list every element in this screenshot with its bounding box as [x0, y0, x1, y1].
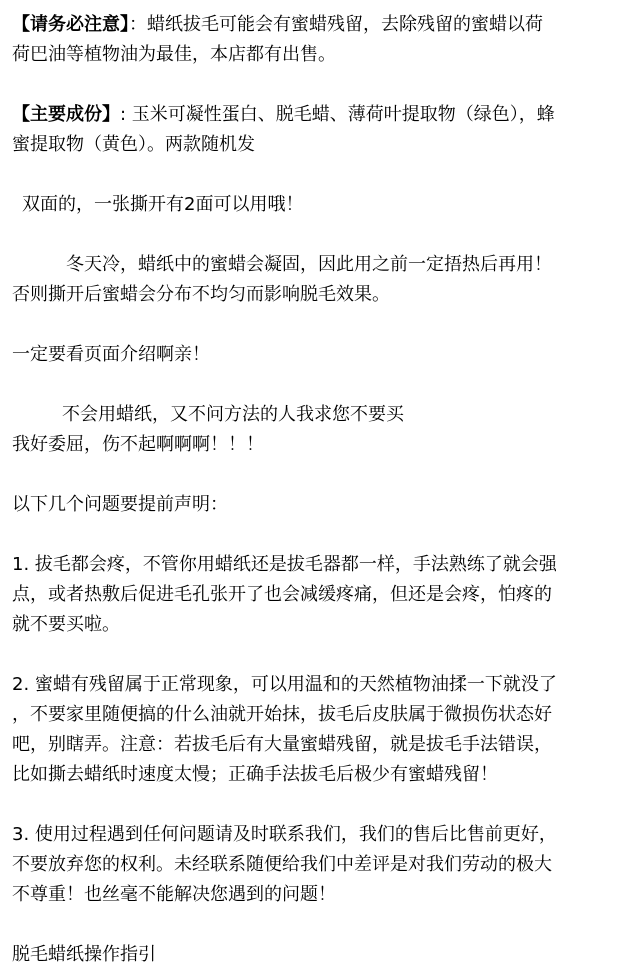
point-2-line-1: 2. 蜜蜡有残留属于正常现象，可以用温和的天然植物油揉一下就没了	[12, 674, 557, 695]
notice-text-1: ：蜡纸拔毛可能会有蜜蜡残留，去除残留的蜜蜡以荷	[129, 14, 543, 35]
winter-line-1: 冬天冷，蜡纸中的蜜蜡会凝固，因此用之前一定捂热后再用！	[66, 254, 552, 275]
plea-line-2: 我好委屈，伤不起啊啊啊！！！	[12, 434, 264, 455]
ingredients-text-1: : 玉米可凝性蛋白、脱毛蜡、薄荷叶提取物（绿色），蜂	[120, 104, 555, 125]
point-2-line-2: ，不要家里随便搞的什么油就开始抹，拔毛后皮肤属于微损伤状态好	[12, 704, 552, 725]
notice-label: 【请务必注意】	[12, 14, 129, 35]
winter-line-2: 否则撕开后蜜蜡会分布不均匀而影响脱毛效果。	[12, 284, 390, 305]
point-1-line-3: 就不要买啦。	[12, 614, 120, 635]
ingredients-line-2: 蜜提取物（黄色）。两款随机发	[12, 134, 255, 155]
notice-line-2: 荷巴油等植物油为最佳，本店都有出售。	[12, 44, 336, 65]
double-sided-text: 双面的，一张撕开有2面可以用哦！	[22, 194, 304, 215]
intro-text: 以下几个问题要提前声明：	[12, 494, 228, 515]
point-3-line-3: 不尊重！也丝毫不能解决您遇到的问题！	[12, 884, 336, 905]
point-1-line-2: 点，或者热敷后促进毛孔张开了也会减缓疼痛，但还是会疼，怕疼的	[12, 584, 552, 605]
point-3-line-2: 不要放弃您的权利。未经联系随便给我们中差评是对我们劳动的极大	[12, 854, 552, 875]
footer-heading: 脱毛蜡纸操作指引	[12, 944, 156, 965]
plea-line-1: 不会用蜡纸，又不问方法的人我求您不要买	[62, 404, 404, 425]
point-2-line-3: 吧，别瞎弄。注意：若拔毛后有大量蜜蜡残留，就是拔毛手法错误，	[12, 734, 552, 755]
ingredients-line-1	[12, 98, 555, 132]
point-3-line-1: 3. 使用过程遇到任何问题请及时联系我们，我们的售后比售前更好，	[12, 824, 557, 845]
read-page-text: 一定要看页面介绍啊亲！	[12, 344, 210, 365]
point-2-line-4: 比如撕去蜡纸时速度太慢；正确手法拔毛后极少有蜜蜡残留！	[12, 764, 498, 785]
point-1-line-1: 1. 拔毛都会疼，不管你用蜡纸还是拔毛器都一样，手法熟练了就会强	[12, 554, 557, 575]
ingredients-label: 【主要成份】	[12, 104, 120, 125]
notice-line-1	[12, 8, 543, 42]
